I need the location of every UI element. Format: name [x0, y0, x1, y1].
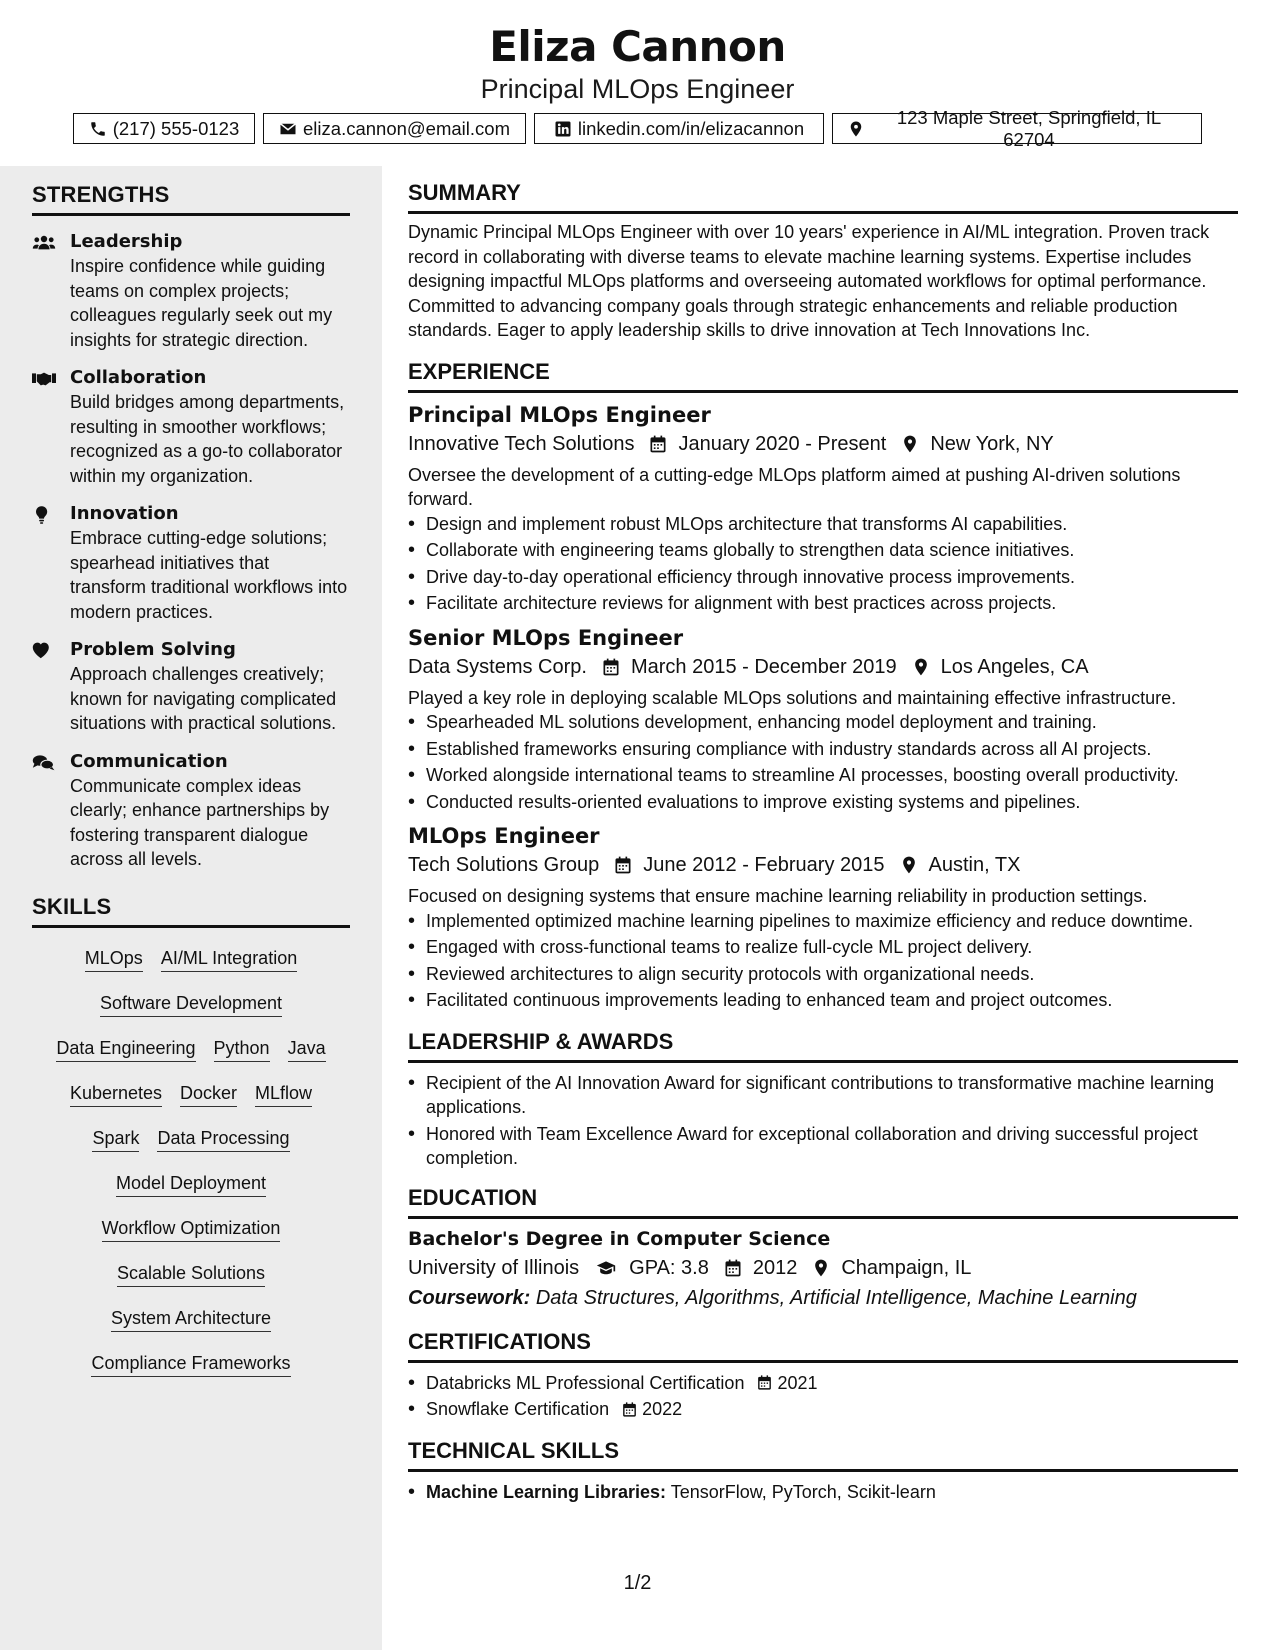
phone-icon: [89, 120, 107, 138]
calendar-icon: [756, 1374, 773, 1391]
strength-title: Problem Solving: [70, 639, 236, 660]
map-marker-icon: [811, 1258, 831, 1278]
skill-row: [32, 1118, 350, 1163]
technical-list: [408, 1480, 1238, 1505]
leadership-section: [408, 1029, 1238, 1171]
skill-tag: Spark: [92, 1128, 139, 1152]
skill-tag: Compliance Frameworks: [91, 1353, 290, 1377]
experience-heading: EXPERIENCE: [408, 359, 1238, 393]
skill-row: [32, 1343, 350, 1388]
job-bullets: [408, 909, 1238, 1013]
comments-icon: [32, 753, 56, 773]
experience-section: [408, 359, 1238, 1013]
skill-tag: Kubernetes: [70, 1083, 162, 1107]
sidebar: [0, 166, 382, 1650]
leadership-item: • Recipient of the AI Innovation Award for significant contributions to transformative machine learning applications.: [408, 1071, 1238, 1120]
contact-linkedin[interactable]: [534, 113, 824, 144]
certifications-section: [408, 1329, 1238, 1422]
education-meta: [408, 1253, 1238, 1283]
technical-section: [408, 1438, 1238, 1505]
job-location: Austin, TX: [928, 854, 1021, 876]
job-company: Tech Solutions Group: [408, 854, 600, 876]
job-location: Los Angeles, CA: [940, 655, 1089, 678]
skill-row: [32, 1253, 350, 1298]
map-marker-icon: [899, 855, 919, 875]
technical-label: Machine Learning Libraries:: [426, 1481, 667, 1502]
skill-tag: Data Processing: [157, 1128, 289, 1152]
map-marker-icon: [911, 657, 931, 677]
skill-row: [32, 1073, 350, 1118]
education-degree: Bachelor's Degree in Computer Science: [408, 1227, 831, 1250]
skill-tag: MLOps: [85, 948, 143, 972]
candidate-name: Eliza Cannon: [489, 22, 786, 71]
strength-title: Leadership: [70, 231, 183, 252]
coursework-text: Data Structures, Algorithms, Artificial Intelligence, Machine Learning: [535, 1286, 1137, 1309]
main-column: [408, 180, 1238, 1514]
linkedin-icon: [554, 120, 572, 138]
address-text: 123 Maple Street, Springfield, IL 62704: [896, 106, 1162, 150]
job-bullet: • Facilitated continuous improvements leading to enhanced team and project outcomes.: [408, 988, 1238, 1013]
job-summary: Played a key role in deploying scalable MLOps solutions and maintaining effective infrastructure.: [408, 687, 1177, 708]
leadership-heading: LEADERSHIP & AWARDS: [408, 1029, 1238, 1063]
strengths-heading: STRENGTHS: [32, 182, 350, 216]
job-bullets: [408, 710, 1238, 814]
job-entry: [408, 822, 1238, 1013]
certification-name: • Snowflake Certification: [426, 1399, 610, 1419]
linkedin-text: linkedin.com/in/elizacannon: [577, 117, 805, 139]
technical-value: TensorFlow, PyTorch, Scikit-learn: [670, 1481, 936, 1502]
certification-year: 2022: [642, 1399, 683, 1419]
summary-text: Dynamic Principal MLOps Engineer with over 10 years' experience in AI/ML integration. Proven track record in collaborating with diverse teams to elevate machine learning systems. Expertise includes designing impactful MLOps platforms and overseeing automated workflows for optimal performance. Committed to advancing company goals through strategic enhancements and reliable production standards. Eager to apply leadership skills to drive innovation at Tech Innovations Inc.: [408, 222, 1210, 340]
contact-address[interactable]: [832, 106, 1202, 150]
education-gpa: GPA: 3.8: [629, 1256, 709, 1279]
strength-desc: Inspire confidence while guiding teams on complex projects; colleagues regularly seek out my insights for strategic direction.: [70, 256, 333, 350]
job-company: Innovative Tech Solutions: [408, 432, 635, 455]
strength-item: [32, 366, 350, 488]
calendar-icon: [621, 1401, 638, 1418]
contact-email[interactable]: [263, 113, 526, 144]
job-summary: Focused on designing systems that ensure machine learning reliability in production settings.: [408, 886, 1148, 906]
job-bullet: • Engaged with cross-functional teams to realize full-cycle ML project delivery.: [408, 935, 1238, 960]
job-meta: [408, 429, 1238, 459]
job-title: Principal MLOps Engineer: [408, 402, 711, 427]
job-bullet: • Established frameworks ensuring compliance with industry standards across all AI projects.: [408, 737, 1238, 762]
skill-tag: Docker: [180, 1083, 237, 1107]
contact-bar: [0, 106, 1275, 150]
job-meta: [408, 850, 1238, 880]
job-meta: [408, 652, 1238, 682]
strength-desc: Embrace cutting-edge solutions; spearhead initiatives that transform traditional workflows into modern practices.: [70, 528, 348, 622]
strength-title: Collaboration: [70, 367, 207, 388]
job-location: New York, NY: [930, 432, 1054, 455]
strength-desc: Build bridges among departments, resulting in smoother workflows; recognized as a go-to collaborator within my organization.: [70, 392, 345, 486]
job-dates: June 2012 - February 2015: [643, 854, 885, 876]
calendar-icon: [723, 1258, 743, 1278]
skill-tag: MLflow: [255, 1083, 312, 1107]
job-title: MLOps Engineer: [408, 824, 600, 848]
heart-icon: [32, 641, 56, 661]
skill-row: [32, 1298, 350, 1343]
technical-item: [408, 1480, 1238, 1505]
skill-tag: Model Deployment: [116, 1173, 266, 1197]
calendar-icon: [613, 855, 633, 875]
strength-title: Communication: [70, 750, 228, 772]
job-summary: Oversee the development of a cutting-edge MLOps platform aimed at pushing AI-driven solutions forward.: [408, 464, 1181, 509]
job-bullet: • Conducted results-oriented evaluations to improve existing systems and pipelines.: [408, 790, 1238, 815]
strength-item: [32, 502, 350, 624]
skill-tag: Workflow Optimization: [102, 1218, 281, 1242]
job-bullet: • Implemented optimized machine learning pipelines to maximize efficiency and reduce downtime.: [408, 909, 1238, 934]
strength-item: [32, 750, 350, 872]
job-entry: [408, 624, 1238, 815]
education-section: [408, 1185, 1238, 1313]
map-marker-icon: [900, 434, 920, 454]
page-number: 1/2: [623, 1572, 652, 1594]
skill-tag: Software Development: [100, 993, 282, 1017]
job-bullet: • Drive day-to-day operational efficiency through innovative process improvements.: [408, 565, 1238, 590]
skill-tag: Scalable Solutions: [117, 1263, 265, 1287]
skill-row: [32, 1208, 350, 1253]
coursework-label: Coursework:: [408, 1286, 531, 1309]
map-marker-icon: [847, 120, 865, 138]
certification-year: 2021: [777, 1372, 818, 1393]
education-school: University of Illinois: [408, 1256, 580, 1279]
job-dates: March 2015 - December 2019: [630, 655, 897, 678]
strength-item: [32, 230, 350, 352]
skill-row: [32, 1028, 350, 1073]
job-entry: [408, 401, 1238, 616]
strength-title: Innovation: [70, 503, 179, 524]
strength-item: [32, 638, 350, 736]
job-bullet: • Worked alongside international teams to streamline AI processes, boosting overall productivity.: [408, 763, 1238, 788]
job-dates: January 2020 - Present: [678, 432, 887, 455]
skill-tag: System Architecture: [111, 1308, 271, 1332]
technical-heading: TECHNICAL SKILLS: [408, 1438, 1238, 1472]
job-bullets: [408, 512, 1238, 616]
certifications-heading: CERTIFICATIONS: [408, 1329, 1238, 1363]
summary-section: [408, 180, 1238, 343]
skills-list: [32, 938, 350, 1388]
skill-tag: Python: [214, 1038, 270, 1062]
skills-heading: SKILLS: [32, 894, 350, 928]
leadership-item: • Honored with Team Excellence Award for exceptional collaboration and driving successful project completion.: [408, 1122, 1238, 1171]
lightbulb-icon: [32, 505, 56, 525]
envelope-icon: [279, 120, 297, 138]
email-text: eliza.cannon@email.com: [303, 117, 510, 139]
calendar-icon: [601, 657, 621, 677]
contact-phone[interactable]: [73, 113, 255, 144]
skill-tag: AI/ML Integration: [161, 948, 297, 972]
education-year: 2012: [752, 1256, 798, 1279]
phone-text: (217) 555-0123: [112, 117, 240, 139]
strength-desc: Communicate complex ideas clearly; enhance partnerships by fostering transparent dialogue across all levels.: [70, 775, 330, 869]
job-bullet: • Spearheaded ML solutions development, enhancing model deployment and training.: [408, 710, 1238, 735]
summary-heading: SUMMARY: [408, 180, 1238, 214]
calendar-icon: [648, 434, 668, 454]
skill-row: [32, 938, 350, 983]
job-bullet: • Design and implement robust MLOps architecture that transforms AI capabilities.: [408, 512, 1238, 537]
education-location: Champaign, IL: [841, 1256, 972, 1279]
graduation-cap-icon: [593, 1258, 619, 1278]
certifications-list: [408, 1371, 1238, 1422]
handshake-icon: [32, 369, 56, 389]
job-bullet: • Reviewed architectures to align security protocols with organizational needs.: [408, 962, 1238, 987]
users-icon: [32, 233, 56, 253]
candidate-role: Principal MLOps Engineer: [480, 74, 795, 104]
strength-desc: Approach challenges creatively; known for navigating complicated situations with practical solutions.: [70, 664, 337, 733]
skill-tag: Java: [288, 1038, 326, 1062]
certification-name: • Databricks ML Professional Certification: [426, 1372, 745, 1393]
education-coursework: [408, 1283, 1238, 1313]
job-title: Senior MLOps Engineer: [408, 625, 684, 650]
education-heading: EDUCATION: [408, 1185, 1238, 1219]
job-bullet: • Collaborate with engineering teams globally to strengthen data science initiatives.: [408, 538, 1238, 563]
job-bullet: • Facilitate architecture reviews for alignment with best practices across projects.: [408, 591, 1238, 616]
skill-row: [32, 1163, 350, 1208]
job-company: Data Systems Corp.: [408, 655, 587, 678]
skill-tag: Data Engineering: [56, 1038, 195, 1062]
skill-row: [32, 983, 350, 1028]
certification-item: [408, 1371, 1238, 1396]
sidebar-content: [32, 182, 350, 1388]
certification-item: [408, 1397, 1238, 1422]
strengths-list: [32, 230, 350, 872]
leadership-list: [408, 1071, 1238, 1171]
